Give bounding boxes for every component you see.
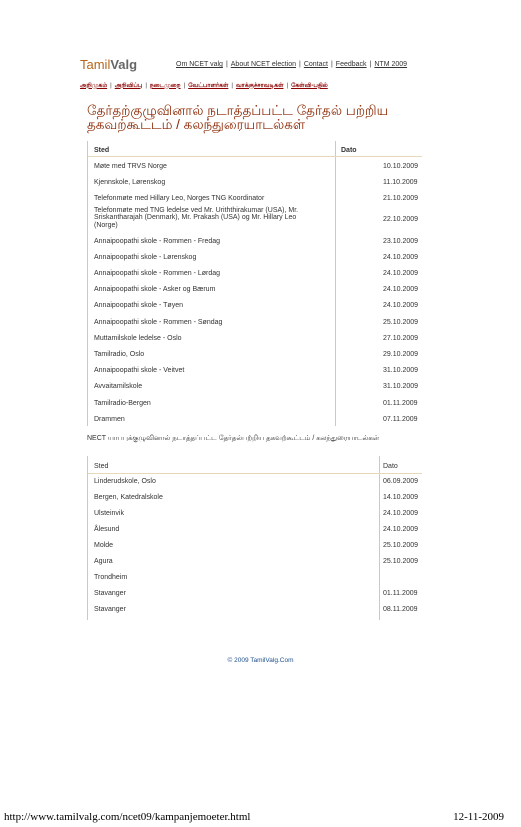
table1-place: Annaipoopathi skole - Rommen - Lørdag	[94, 270, 221, 277]
nav-separator: |	[369, 61, 372, 68]
table1-date: 11.10.2009	[383, 179, 418, 187]
nav-link-contact[interactable]: Contact	[303, 61, 328, 68]
subnav-link-2[interactable]: அறிவிப்பு	[114, 83, 143, 89]
table2-place: Agura	[94, 558, 113, 565]
table2-header-divider	[88, 473, 422, 474]
page-title: தேர்தற்குழுவினால் நடாத்தப்பட்ட தேர்தல் பற்றிய தகவற்கூட்டம் / கலந்துரையாடல்கள்	[87, 103, 389, 132]
subnav-separator: |	[145, 83, 147, 89]
table2-place: Stavanger	[94, 590, 126, 597]
subnav-link-1[interactable]: அறிமுகம்	[80, 83, 108, 89]
table2-date: 24.10.2009	[383, 510, 419, 517]
table2-place: Trondheim	[94, 574, 128, 581]
site-logo[interactable]	[80, 57, 137, 72]
nav-link-ntm-2009[interactable]: NTM 2009	[374, 61, 408, 68]
subnav-link-3[interactable]: நடைமுறை	[149, 83, 181, 89]
table1-place: Telefonmøte med Hillary Leo, Norges TNG Koordinator	[94, 195, 265, 203]
table2-place: Stavanger	[94, 606, 126, 613]
subnav-separator: |	[231, 83, 233, 89]
table2-place: Molde	[94, 542, 114, 549]
table1-place: Muttamilskole ledelse - Oslo	[94, 334, 182, 342]
table2-place: Linderudskole, Oslo	[94, 478, 156, 485]
table1-date: 27.10.2009	[383, 334, 419, 342]
nav-separator: |	[299, 61, 301, 68]
top-navigation	[176, 61, 407, 68]
table1-date: 07.11.2009	[383, 415, 418, 423]
table1-place: Tamilradio-Bergen	[94, 399, 151, 407]
table2-date: 14.10.2009	[383, 494, 419, 501]
table1-date: 24.10.2009	[383, 270, 419, 277]
table2-date: 25.10.2009	[383, 542, 419, 549]
table1-place: Kjennskole, Lørenskog	[94, 179, 166, 187]
table2-date: 01.11.2009	[383, 590, 418, 597]
table1-place: Drammen	[94, 415, 125, 423]
table1-date: 24.10.2009	[383, 286, 419, 294]
table1-date: 25.10.2009	[383, 318, 419, 326]
table1-date: 23.10.2009	[383, 237, 419, 245]
table2-place: Ulsteinvik	[94, 510, 124, 517]
table1-date: 01.11.2009	[383, 399, 418, 407]
nav-link-about[interactable]: About NCET election	[230, 61, 297, 68]
table1-place: Annaipoopathi skole - Veitvet	[94, 367, 185, 375]
table1-header-dato: Dato	[341, 147, 357, 154]
subnav-link-6[interactable]: கேள்வி-பதில்	[291, 83, 328, 89]
table1-column-divider	[335, 141, 336, 426]
table1-date: 21.10.2009	[383, 195, 419, 203]
table1-place: Avvaitamilskole	[94, 383, 143, 391]
table2-date: 06.09.2009	[383, 478, 419, 485]
table1-date: 10.10.2009	[383, 163, 419, 170]
table1-place: Møte med TRVS Norge	[94, 163, 167, 170]
table2-column-divider	[379, 456, 380, 620]
subnav-separator: |	[183, 83, 186, 89]
copyright-text: © 2009 TamilValg.Com	[227, 657, 294, 664]
table2-date: 24.10.2009	[383, 526, 419, 533]
table1-date: 31.10.2009	[383, 367, 419, 375]
nav-link-feedback[interactable]: Feedback	[335, 61, 367, 68]
table2-place: Bergen, Katedralskole	[94, 494, 163, 501]
logo-text-valg: Valg	[110, 57, 138, 72]
table1-date: 29.10.2009	[383, 351, 419, 358]
footer-url: http://www.tamilvalg.com/ncet09/kampanjemoeter.html	[4, 811, 251, 823]
footer-date: 12-11-2009	[453, 811, 504, 823]
nav-separator: |	[330, 61, 333, 68]
logo-text-tamil: Tamil	[80, 57, 111, 72]
table2-header-sted: Sted	[94, 463, 109, 470]
table1-place: Tamilradio, Oslo	[94, 351, 145, 358]
subnav-separator: |	[286, 83, 289, 89]
subnav-link-5[interactable]: வாக்குச்சாவடிகள்	[235, 83, 284, 89]
table1-place: Telefonmøte med TNG ledelse ved Mr. Uriththirakumar (USA), Mr. Sriskantharajah (Denmark), Mr. Prakash (USA) og Mr. Hillary Leo (Norge)	[94, 206, 299, 229]
table2-place: Ålesund	[94, 526, 120, 533]
table1-place: Annaipoopathi skole - Tøyen	[94, 302, 183, 310]
subnav-link-4[interactable]: வேட்பாளர்கள்	[188, 83, 229, 89]
section-heading-ncet: NECT யாபபுக்குழுவினால் நடாத்தப்பட்ட தேர்தல்பற்றிய தகவற்கூட்டம் / கலந்துரையாடல்கள்	[87, 435, 380, 442]
table1-place: Annaipoopathi skole - Rommen - Fredag	[94, 237, 221, 245]
table1-place: Annaipoopathi skole - Asker og Bærum	[94, 286, 216, 294]
table1-place: Annaipoopathi skole - Rommen - Søndag	[94, 318, 223, 326]
table1-date: 24.10.2009	[383, 253, 419, 261]
table1-place: Annaipoopathi skole - Lørenskog	[94, 253, 197, 261]
nav-link-om-ncet-valg[interactable]: Om NCET valg	[176, 61, 223, 68]
table1-left-border	[87, 141, 88, 426]
nav-separator: |	[225, 61, 228, 68]
table1-header-sted: Sted	[94, 147, 110, 154]
table2-header-dato: Dato	[383, 463, 398, 470]
tamil-sub-navigation	[80, 83, 328, 90]
table1-date: 31.10.2009	[383, 383, 419, 391]
table2-date: 08.11.2009	[383, 606, 418, 613]
table1-date: 24.10.2009	[383, 302, 419, 310]
subnav-separator: |	[110, 83, 112, 89]
table1-header-divider	[88, 156, 422, 157]
table1-date: 22.10.2009	[383, 215, 419, 223]
table2-date: 25.10.2009	[383, 558, 419, 565]
table2-left-border	[87, 456, 88, 620]
